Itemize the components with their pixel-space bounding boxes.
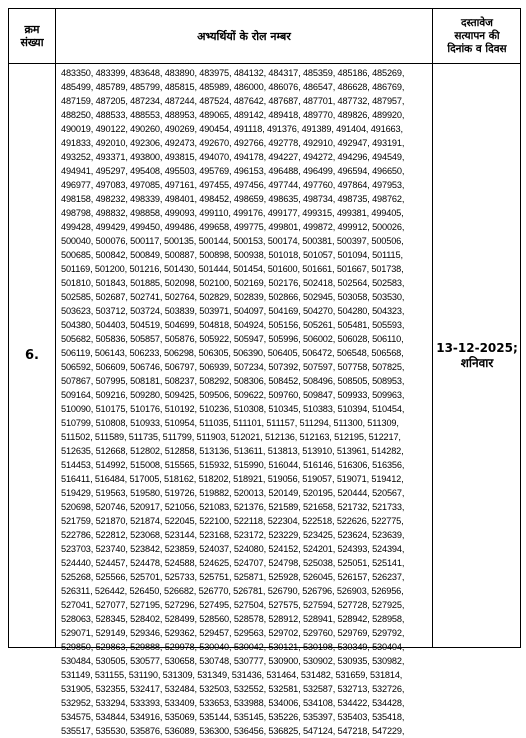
roll-number-table <box>8 8 521 736</box>
verification-date: 13-12-2025; <box>436 340 518 355</box>
roll-numbers-line: 501810, 501843, 501885, 502098, 502100, 502169, 502176, 502418, 502564, 502583, <box>61 278 405 288</box>
roll-numbers-line: 531905, 532355, 532417, 532484, 532503, 532552, 532581, 532587, 532713, 532726, <box>61 684 405 694</box>
roll-numbers-line: 527041, 527077, 527195, 527296, 527495, 527504, 527575, 527594, 527728, 527925, <box>61 600 405 610</box>
verification-date-header-label: दस्तावेज सत्यापन की दिनांक व दिवस <box>447 16 507 55</box>
serial-number: 6. <box>25 348 39 363</box>
roll-numbers-line: 498158, 498232, 498339, 498401, 498452, 498659, 498635, 498734, 498735, 498762, <box>61 194 405 204</box>
column-divider <box>55 9 56 647</box>
roll-numbers-line: 500040, 500076, 500117, 500135, 500144, 500153, 500174, 500381, 500397, 500506, <box>61 236 404 246</box>
roll-numbers-line: 520698, 520746, 520917, 521056, 521083, 521376, 521589, 521658, 521732, 521733, <box>61 502 405 512</box>
verification-date-header <box>433 9 521 63</box>
roll-numbers-line: 525268, 525566, 525701, 525733, 525751, 525871, 525928, 526045, 526157, 526237, <box>61 572 405 582</box>
serial-number-header-label: क्रम संख्या <box>20 23 44 49</box>
verification-date-cell <box>433 64 521 647</box>
roll-numbers-line: 532952, 533294, 533393, 533409, 533653, 533988, 534006, 534108, 534422, 534428, <box>61 698 405 708</box>
roll-numbers-header <box>56 9 432 63</box>
roll-numbers-line: 521759, 521870, 521874, 522045, 522100, 522118, 522304, 522518, 522626, 522775, <box>61 516 404 526</box>
roll-numbers-line: 493252, 493371, 493800, 493815, 494070, 494178, 494227, 494272, 494296, 494549, <box>61 152 405 162</box>
roll-numbers-line: 516411, 516484, 517005, 518162, 518202, 518921, 519056, 519057, 519071, 519412, <box>61 474 404 484</box>
roll-numbers-line: 509164, 509216, 509280, 509425, 509506, 509622, 509760, 509847, 509933, 509963, <box>61 390 405 400</box>
roll-numbers-line: 524440, 524457, 524478, 524588, 524625, 524707, 524798, 525038, 525051, 525141, <box>61 558 405 568</box>
roll-numbers-line: 522786, 522812, 523068, 523144, 523168, 523172, 523229, 523425, 523624, 523639, <box>61 530 405 540</box>
roll-numbers-line: 507867, 507995, 508181, 508237, 508292, 508306, 508452, 508496, 508505, 508953, <box>61 376 405 386</box>
roll-numbers-line: 535517, 535530, 535876, 536089, 536300, 536456, 536825, 547124, 547218, 547229, <box>61 726 405 736</box>
roll-numbers-line: 501169, 501200, 501216, 501430, 501444, 501454, 501600, 501661, 501667, 501738, <box>61 264 404 274</box>
roll-numbers-line: 491833, 492010, 492306, 492473, 492670, 492766, 492778, 492910, 492947, 493191, <box>61 138 405 148</box>
roll-numbers-line: 511502, 511589, 511735, 511799, 511903, 512021, 512136, 512163, 512195, 512217, <box>61 432 401 442</box>
roll-numbers-line: 510090, 510175, 510176, 510192, 510236, 510308, 510345, 510383, 510394, 510454, <box>61 404 405 414</box>
roll-numbers-line: 529071, 529149, 529346, 529362, 529457, 529563, 529702, 529760, 529769, 529792, <box>61 628 405 638</box>
roll-numbers-line: 496977, 497083, 497085, 497161, 497455, 497456, 497744, 497760, 497864, 497953, <box>61 180 405 190</box>
roll-numbers-line: 519429, 519563, 519580, 519726, 519882, 520013, 520149, 520195, 520444, 520567, <box>61 488 405 498</box>
roll-numbers-header-label: अभ्यर्थियों के रोल नम्बर <box>197 29 291 43</box>
roll-numbers-line: 488250, 488533, 488553, 488953, 489065, 489142, 489418, 489770, 489826, 489920, <box>61 110 405 120</box>
serial-number-cell <box>9 64 55 647</box>
roll-numbers-list <box>61 66 429 738</box>
roll-numbers-line: 487159, 487205, 487234, 487244, 487524, 487642, 487687, 487701, 487732, 487957, <box>61 96 405 106</box>
roll-numbers-line: 534575, 534844, 534916, 535069, 535144, 535145, 535226, 535397, 535403, 535418, <box>61 712 405 722</box>
roll-numbers-line: 528063, 528345, 528402, 528499, 528560, 528578, 528912, 528941, 528942, 528958, <box>61 614 405 624</box>
roll-numbers-line: 498798, 498832, 498858, 499093, 499110, 499176, 499177, 499315, 499381, 499405, <box>61 208 404 218</box>
roll-numbers-line: 526311, 526442, 526450, 526682, 526770, 526781, 526790, 526796, 526903, 526956, <box>61 586 404 596</box>
roll-numbers-line: 506592, 506609, 506746, 506797, 506939, 507234, 507392, 507597, 507758, 507825, <box>61 362 405 372</box>
serial-number-header <box>9 9 55 63</box>
roll-numbers-line: 512635, 512668, 512802, 512858, 513136, 513611, 513813, 513910, 513961, 514282, <box>61 446 404 456</box>
roll-numbers-line: 514453, 514992, 515008, 515565, 515932, 515990, 516044, 516146, 516306, 516356, <box>61 460 405 470</box>
roll-numbers-line: 494941, 495297, 495408, 495503, 495769, 496153, 496488, 496499, 496594, 496650, <box>61 166 405 176</box>
roll-numbers-line: 500685, 500842, 500849, 500887, 500898, 500938, 501018, 501057, 501094, 501115, <box>61 250 403 260</box>
roll-numbers-line: 502585, 502687, 502741, 502764, 502829, 502839, 502866, 502945, 503058, 503530, <box>61 292 405 302</box>
verification-day: शनिवार <box>460 355 494 370</box>
roll-numbers-line: 503623, 503712, 503724, 503839, 503971, 504097, 504169, 504270, 504280, 504323, <box>61 306 405 316</box>
roll-numbers-line: 531149, 531155, 531190, 531309, 531349, 531436, 531464, 531482, 531659, 531814, <box>61 670 403 680</box>
roll-numbers-line: 504380, 504403, 504519, 504699, 504818, 504924, 505156, 505261, 505481, 505593, <box>61 320 405 330</box>
roll-numbers-line: 490019, 490122, 490260, 490269, 490454, 491118, 491376, 491389, 491404, 491663, <box>61 124 403 134</box>
roll-numbers-line: 483350, 483399, 483648, 483890, 483975, 484132, 484317, 485359, 485186, 485269, <box>61 68 405 78</box>
roll-numbers-line: 529850, 529863, 529888, 529978, 530040, 530042, 530121, 530198, 530349, 530404, <box>61 642 405 652</box>
roll-numbers-line: 485499, 485789, 485799, 485815, 485989, 486000, 486076, 486547, 486628, 486769, <box>61 82 405 92</box>
roll-numbers-line: 523703, 523740, 523842, 523859, 524037, 524080, 524152, 524201, 524393, 524394, <box>61 544 405 554</box>
roll-numbers-line: 499428, 499429, 499450, 499486, 499658, 499775, 499801, 499872, 499912, 500026, <box>61 222 405 232</box>
roll-numbers-line: 530484, 530505, 530577, 530658, 530748, 530777, 530900, 530902, 530935, 530982, <box>61 656 405 666</box>
roll-numbers-line: 505682, 505836, 505857, 505876, 505922, 505947, 505996, 506002, 506028, 506110, <box>61 334 404 344</box>
roll-numbers-line: 506119, 506143, 506233, 506298, 506305, 506390, 506405, 506472, 506548, 506568, <box>61 348 404 358</box>
roll-numbers-line: 510799, 510808, 510933, 510954, 511035, 511101, 511157, 511294, 511300, 511309, <box>61 418 399 428</box>
